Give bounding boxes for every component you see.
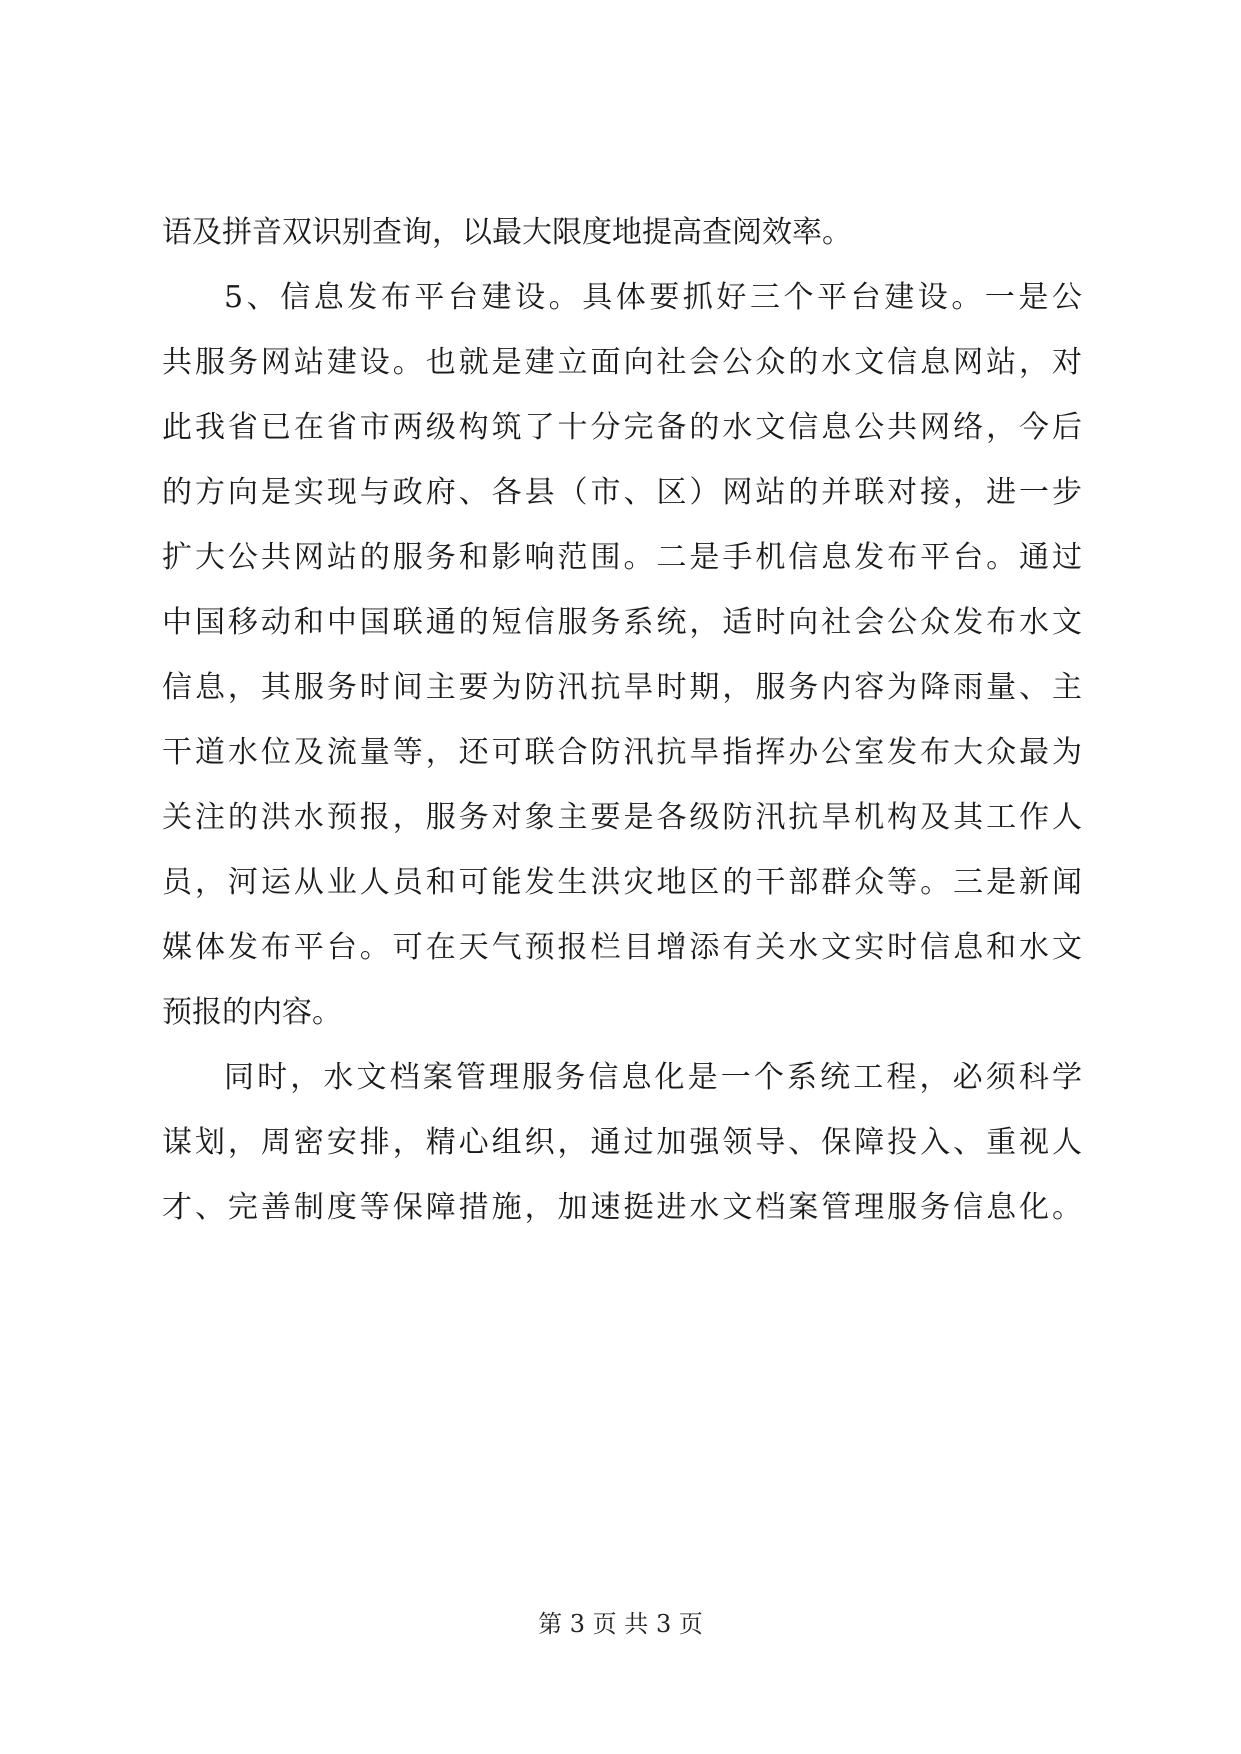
paragraph-2-line-4: 的方向是实现与政府、各县（市、区）网站的并联对接，进一步 bbox=[162, 475, 1082, 510]
paragraph-3-line-3: 才、完善制度等保障措施，加速挺进水文档案管理服务信息化。 bbox=[162, 1190, 1082, 1225]
paragraph-2-line-2: 共服务网站建设。也就是建立面向社会公众的水文信息网站，对 bbox=[162, 345, 1082, 380]
paragraph-2-line-8: 干道水位及流量等，还可联合防汛抗旱指挥办公室发布大众最为 bbox=[162, 735, 1082, 770]
paragraph-2-line-1: 5、信息发布平台建设。具体要抓好三个平台建设。一是公 bbox=[224, 280, 1082, 315]
paragraph-1-line-1: 语及拼音双识别查询，以最大限度地提高查阅效率。 bbox=[162, 215, 852, 250]
paragraph-2-line-7: 信息，其服务时间主要为防汛抗旱时期，服务内容为降雨量、主 bbox=[162, 670, 1082, 705]
document-body bbox=[162, 200, 1082, 1240]
paragraph-2-line-6: 中国移动和中国联通的短信服务系统，适时向社会公众发布水文 bbox=[162, 605, 1082, 640]
paragraph-2-line-9: 关注的洪水预报，服务对象主要是各级防汛抗旱机构及其工作人 bbox=[162, 800, 1082, 835]
paragraph-2-line-10: 员，河运从业人员和可能发生洪灾地区的干部群众等。三是新闻 bbox=[162, 865, 1082, 900]
paragraph-2-line-5: 扩大公共网站的服务和影响范围。二是手机信息发布平台。通过 bbox=[162, 540, 1082, 575]
paragraph-3-line-1: 同时，水文档案管理服务信息化是一个系统工程，必须科学 bbox=[224, 1060, 1082, 1095]
paragraph-2-line-11: 媒体发布平台。可在天气预报栏目增添有关水文实时信息和水文 bbox=[162, 930, 1082, 965]
paragraph-3-line-2: 谋划，周密安排，精心组织，通过加强领导、保障投入、重视人 bbox=[162, 1125, 1082, 1160]
page-footer bbox=[0, 1609, 1241, 1639]
paragraph-2-line-12: 预报的内容。 bbox=[162, 995, 342, 1030]
page-number-label: 第 3 页 共 3 页 bbox=[538, 1610, 703, 1638]
paragraph-2-line-3: 此我省已在省市两级构筑了十分完备的水文信息公共网络，今后 bbox=[162, 410, 1082, 445]
